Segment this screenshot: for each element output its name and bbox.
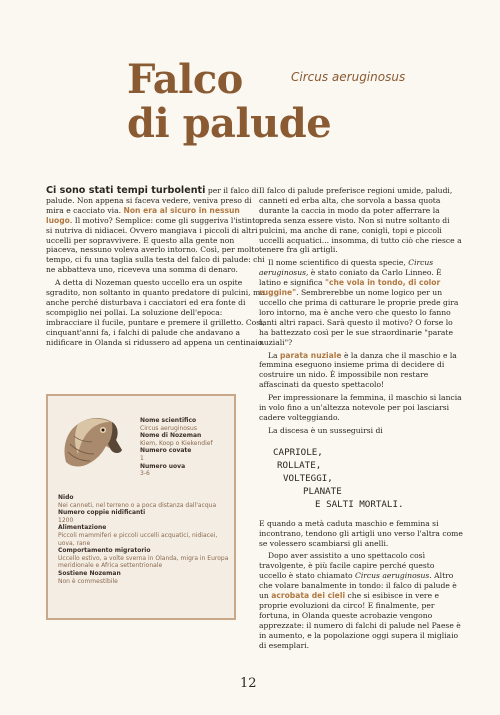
paragraph-nozeman: A detta di Nozeman questo uccello era un ospite sgradito, non soltanto in quanto predatore di pulcini, ma anche perché disturbava i cacciatori ed era fonte di scompiglio nei pollai. La soluzione dell'epoca: imbracciare il fucile, puntare e premere il grilletto. Così, cinquant'anni fa, i falchi di palude che andavano a nidificare in Olanda si ridussero ad appena un centinaio. [46,278,265,347]
right-column [259,186,464,654]
text: Dopo aver assistito a uno spettacolo così travolgente, è più facile capire perché questo uccello è stato chiamato [259,551,435,581]
highlight-text: acrobata dei cieli [271,591,346,601]
text: è la danza che il maschio e la femmina eseguono insieme prima di decidere di costruire un nido. È impossibile non restare affascinati da questo spettacolo! [259,350,457,390]
paragraph-courtship [259,351,464,391]
fact-label: Nido [58,494,74,501]
fact-label: Comportamento migratorio [58,547,151,555]
fact-value: 1200 [58,516,74,524]
fact-value: 3-6 [140,470,150,478]
fact-label: Nome scientifico [140,417,197,424]
acrobatics-list [273,446,464,511]
text: che si esibisce in vere e proprie evoluzioni da circo! E finalmente, per fortuna, in Olanda queste acrobazie vengono apprezzate: il numero di falchi di palude nel Paese è in aumento, e la popolazione oggi supera il migliaio di esemplari. [259,591,461,650]
fact-label: Alimentazione [58,524,107,532]
text: . Altro che volare banalmente in tondo: il falco di palude è un [259,571,457,601]
fact-value: Kiem, Koop o Kiekendief [140,439,213,447]
acrobatics-item: E SALTI MORTALI. [315,498,404,510]
fact-value: Circus aeruginosus [140,424,197,432]
fact-value: Non è commestibile [58,577,118,585]
text: . Sembrerebbe un nome logico per un uccello che prima di catturare le proprie prede gira loro intorno, ma è anche vero che questo lo fanno tanti altri rapaci. Sarà questo il motivo? O forse lo ha battezzato così per le sue straordinarie "parate nuziali"? [259,288,459,347]
italic-text: Circus aeruginosus [259,258,434,278]
fact-value: 1 [140,454,144,462]
fact-label: Numero covate [140,447,192,455]
title-line-1: Falco [127,56,243,103]
fact-box [46,394,236,620]
intro-text-a: per il falco di palude. Non appena si faceva vedere, veniva preso di mira e cacciato via. [46,186,259,215]
intro-text-b: . Il motivo? Semplice: come gli suggeriva l'istinto, si nutriva di nidiacei. Ovvero mangiava i piccoli di altri uccelli per sopravvivere. E questo alla gente non piaceva, nessuno voleva averlo intorno. Così, per molto tempo, ci fu una taglia sulla testa del falco di palude: chi ne abbatteva uno, riceveva una somma di denaro. [46,215,265,275]
text: La [268,350,280,360]
fact-value: Nei canneti, nel terreno o a poca distanza dall'acqua [58,501,217,509]
paragraph-conclusion [259,551,464,650]
acrobatics-item: PLANATE [303,485,342,497]
highlight-text: Non era al sicuro in nessun luogo [46,205,240,225]
acrobatics-item: CAPRIOLE, [273,446,323,458]
acrobatics-item: VOLTEGGI, [283,472,333,484]
highlight-text: "che vola in tondo, di color ruggine" [259,278,441,298]
fact-list-bottom [58,494,230,585]
paragraph-meeting: E quando a metà caduta maschio e femmina si incontrano, tendono gli artigli uno verso l'altra come se volessero scambiarsi gli anelli. [259,518,463,548]
text: , è stato coniato da Carlo Linneo. È latino e significa [259,268,442,288]
page-number: 12 [240,676,257,691]
fact-label: Numero uova [140,462,186,470]
lead-text: Ci sono stati tempi turbolenti [46,185,206,196]
left-column [46,186,268,351]
fact-label: Numero coppie nidificanti [58,509,146,517]
marsh-harrier-head-illustration [56,404,126,474]
title-line-2: di palude [127,100,332,147]
highlight-text: parata nuziale [279,350,342,360]
acrobatics-item: ROLLATE, [277,459,322,471]
fact-value: Piccoli mammiferi e piccoli uccelli acquatici, nidiacei, uova, rane [58,531,218,547]
paragraph-descent: La discesa è un susseguirsi di [268,425,383,435]
paragraph-name-origin [259,258,464,347]
text: Il nome scientifico di questa specie, [268,258,409,268]
paragraph-flight: Per impressionare la femmina, il maschio si lancia in volo fino a un'altezza notevole per poi lasciarsi cadere volteggiando. [259,393,462,422]
scientific-name-subtitle: Circus aeruginosus [291,70,406,84]
fact-label: Sostiene Nozeman [58,569,121,577]
fact-value: Uccello estivo, a volte sverna in Olanda, migra in Europa meridionale e Africa settentrionale [58,554,229,570]
italic-text: Circus aeruginosus [355,571,430,581]
paragraph-intro [46,186,268,275]
fact-label: Nome di Nozeman [140,432,202,440]
paragraph-habitat: Il falco di palude preferisce regioni umide, paludi, canneti ed erba alta, che sorvola a bassa quota durante la caccia in modo da poter afferrare la preda senza essere visto. Non si nutre soltanto di pulcini, ma anche di rane, conigli, topi e piccoli uccelli acquatici... insomma, di tutto ciò che riesce a tenere fra gli artigli. [259,186,462,255]
fact-list-top [140,417,234,478]
